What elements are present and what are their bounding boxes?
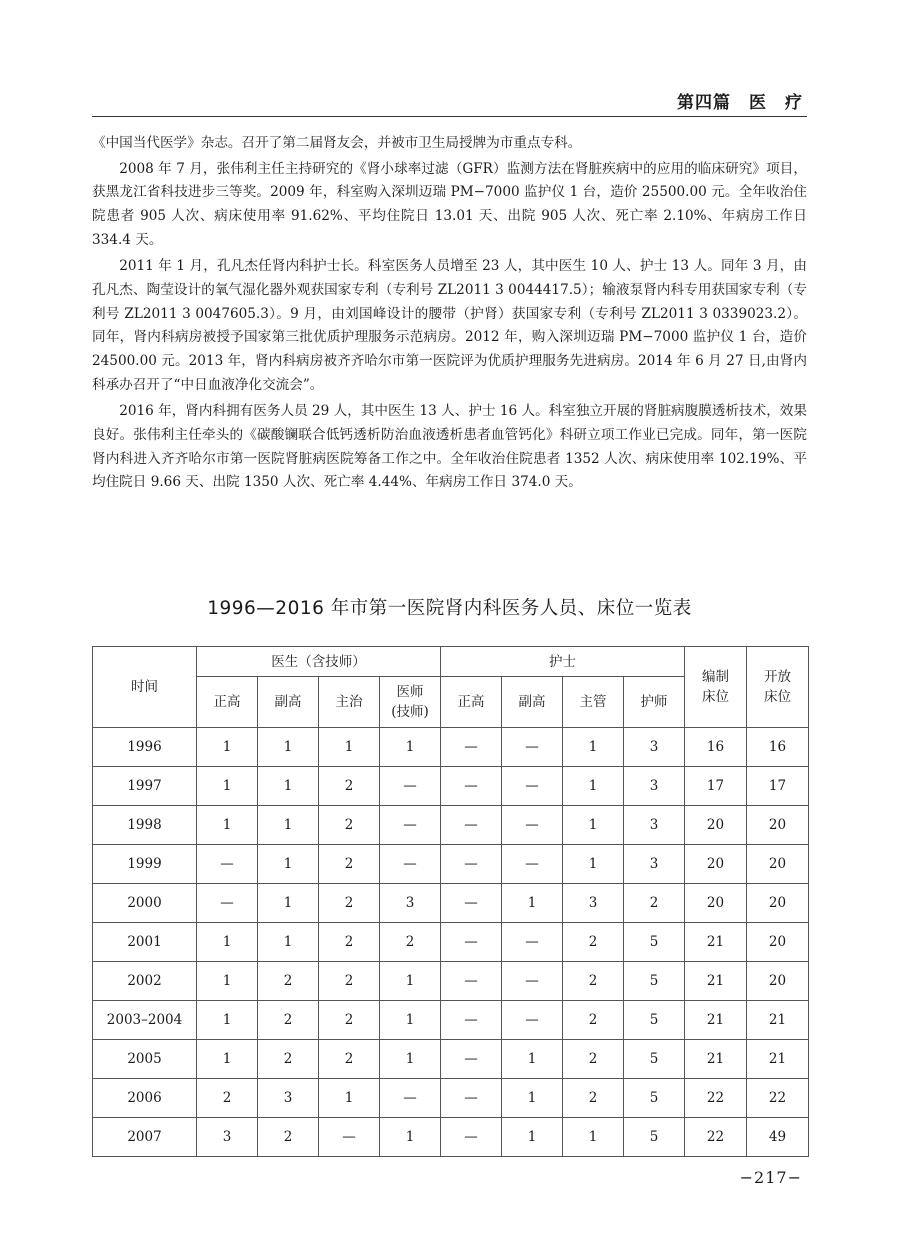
table-cell-time: 2007 (93, 1118, 197, 1157)
table-row (93, 1040, 809, 1079)
table-cell: 20 (747, 962, 809, 1001)
table-cell: 1 (502, 884, 563, 923)
table-title: 1996—2016 年市第一医院肾内科医务人员、床位一览表 (207, 598, 692, 619)
table-cell: 2 (319, 1040, 380, 1079)
table-cell: 49 (747, 1118, 809, 1157)
table-cell: 5 (624, 1040, 685, 1079)
table-cell: 1 (563, 728, 624, 767)
table-body (93, 728, 809, 1157)
table-cell-time: 1998 (93, 806, 197, 845)
table-cell: 1 (380, 1001, 441, 1040)
table-cell: 1 (258, 884, 319, 923)
header-doctors-group: 医生（含技师） (197, 647, 441, 677)
table-cell: — (197, 845, 258, 884)
table-cell-time: 1996 (93, 728, 197, 767)
table-cell: — (502, 806, 563, 845)
table-cell: 2 (319, 806, 380, 845)
table-cell: 21 (685, 962, 747, 1001)
header-doctor-associate: 副高 (258, 677, 319, 728)
table-cell: — (197, 884, 258, 923)
table-cell: 2 (258, 962, 319, 1001)
table-cell: 2 (319, 767, 380, 806)
header-doctor-physician (380, 677, 441, 728)
header-doctor-physician-line2: (技师) (391, 704, 429, 720)
table-cell: 1 (197, 1040, 258, 1079)
header-doctor-physician-line1: 医师 (396, 684, 424, 700)
table-cell-time: 2000 (93, 884, 197, 923)
table-cell: 2 (197, 1079, 258, 1118)
table-cell: 1 (380, 1118, 441, 1157)
header-open-beds-line1: 开放 (764, 669, 791, 685)
table-cell: 1 (563, 1118, 624, 1157)
table-cell: 2 (319, 923, 380, 962)
table-cell: — (441, 1118, 502, 1157)
table-row (93, 962, 809, 1001)
table-cell: 2 (563, 923, 624, 962)
header-planned-beds (685, 647, 747, 728)
table-row (93, 845, 809, 884)
paragraph: 2008 年 7 月，张伟利主任主持研究的《肾小球率过滤（GFR）监测方法在肾脏疾病中的应用的临床研究》项目，获黑龙江省科技进步三等奖。2009 年，科室购入深圳迈瑞 PM−7000 监护仪 1 台，造价 25500.00 元。全年收治住院患者 905 人次、病床使用率 91.62%、平均住院日 13.01 天、出院 905 人次、死亡率 2.10%、年病房工作日 334.4 天。 (92, 160, 807, 249)
running-header (92, 86, 807, 117)
table-cell: 2 (258, 1040, 319, 1079)
table-cell: — (441, 806, 502, 845)
table-cell: 3 (197, 1118, 258, 1157)
table-cell: — (319, 1118, 380, 1157)
page-number: −217− (739, 1168, 802, 1187)
header-nurse-associate: 副高 (502, 677, 563, 728)
table-cell: 3 (624, 845, 685, 884)
table-cell: 16 (685, 728, 747, 767)
table-cell-time: 2005 (93, 1040, 197, 1079)
table-cell: 2 (624, 884, 685, 923)
table-cell: 1 (197, 962, 258, 1001)
table-cell: 1 (197, 767, 258, 806)
table-cell: 5 (624, 923, 685, 962)
table-cell: 3 (258, 1079, 319, 1118)
table-cell: — (502, 845, 563, 884)
table-cell: 1 (197, 1001, 258, 1040)
table-cell: 1 (258, 806, 319, 845)
table-cell: 2 (258, 1001, 319, 1040)
table-cell: 22 (685, 1079, 747, 1118)
table-cell: 1 (380, 728, 441, 767)
header-nurse-practitioner: 护师 (624, 677, 685, 728)
table-row (93, 1079, 809, 1118)
table-cell: 21 (747, 1040, 809, 1079)
table-cell: 20 (747, 923, 809, 962)
table-cell: 1 (502, 1118, 563, 1157)
table-cell: 1 (197, 806, 258, 845)
header-nurse-supervisor: 主管 (563, 677, 624, 728)
table-cell: 1 (563, 767, 624, 806)
table-cell: 21 (747, 1001, 809, 1040)
table-cell: 5 (624, 1079, 685, 1118)
table-cell: 22 (685, 1118, 747, 1157)
table-cell: 2 (563, 1079, 624, 1118)
table-cell: 5 (624, 1001, 685, 1040)
table-cell: — (441, 884, 502, 923)
table-cell: — (441, 1001, 502, 1040)
table-cell: 1 (319, 1079, 380, 1118)
table-cell: 1 (197, 923, 258, 962)
table-cell: 21 (685, 1001, 747, 1040)
header-doctor-attending: 主治 (319, 677, 380, 728)
section-title: 第四篇 医 疗 (677, 93, 803, 113)
table-row (93, 767, 809, 806)
table-cell: — (502, 923, 563, 962)
body-text (92, 132, 807, 497)
table-cell: — (502, 767, 563, 806)
table-row (93, 923, 809, 962)
table-cell: 1 (258, 923, 319, 962)
table-cell: — (441, 1040, 502, 1079)
table-cell: 17 (747, 767, 809, 806)
table-row (93, 884, 809, 923)
table-cell: — (441, 767, 502, 806)
table-cell: 1 (258, 728, 319, 767)
table-cell: 2 (319, 884, 380, 923)
table-cell: 1 (258, 845, 319, 884)
table-cell: — (441, 962, 502, 1001)
table-cell: 20 (747, 884, 809, 923)
table-row (93, 728, 809, 767)
table-cell: — (380, 1079, 441, 1118)
table-cell: — (502, 1001, 563, 1040)
table-cell: 2 (380, 923, 441, 962)
table-cell: 2 (319, 1001, 380, 1040)
table-cell: 2 (258, 1118, 319, 1157)
table-cell-time: 2001 (93, 923, 197, 962)
header-doctor-senior: 正高 (197, 677, 258, 728)
table-cell: — (502, 728, 563, 767)
table-cell-time: 2006 (93, 1079, 197, 1118)
table-cell: 1 (319, 728, 380, 767)
table-cell: 16 (747, 728, 809, 767)
table-cell-time: 2002 (93, 962, 197, 1001)
table-cell: — (380, 767, 441, 806)
table-cell: — (380, 845, 441, 884)
table-cell: 1 (563, 845, 624, 884)
table-cell-time: 1999 (93, 845, 197, 884)
header-nurses-group: 护士 (441, 647, 685, 677)
table-cell: 22 (747, 1079, 809, 1118)
table-cell: 3 (624, 767, 685, 806)
table-cell: 1 (258, 767, 319, 806)
paragraph: 2011 年 1 月，孔凡杰任肾内科护士长。科室医务人员增至 23 人，其中医生 10 人、护士 13 人。同年 3 月，由孔凡杰、陶莹设计的氧气湿化器外观获国家专利（专利号 ZL2011 3 0044417.5）；输液泵肾内科专用获国家专利（专利号 ZL2011 3 0047605.3）。9 月，由刘国峰设计的腰带（护肾）获国家专利（专利号 ZL2011 3 0339023.2）。同年，肾内科病房被授予国家第三批优质护理服务示范病房。2012 年，购入深圳迈瑞 PM−7000 监护仪 1 台，造价 24500.00 元。2013 年，肾内科病房被齐齐哈尔市第一医院评为优质护理服务先进病房。2014 年 6 月 27 日,由肾内科承办召开了“中日血液净化交流会”。 (92, 257, 807, 394)
table-cell: 2 (319, 962, 380, 1001)
table-cell: 20 (685, 806, 747, 845)
table-cell: 2 (563, 962, 624, 1001)
table-cell: — (441, 923, 502, 962)
header-planned-beds-line2: 床位 (702, 689, 729, 705)
table-cell: 3 (624, 806, 685, 845)
table-cell: 1 (380, 962, 441, 1001)
table-cell: — (441, 845, 502, 884)
table-cell: 2 (563, 1001, 624, 1040)
table-cell: 17 (685, 767, 747, 806)
table-cell: 20 (747, 806, 809, 845)
table-cell: 1 (502, 1079, 563, 1118)
table-cell: 21 (685, 1040, 747, 1079)
table-cell: 1 (380, 1040, 441, 1079)
staff-beds-table (92, 646, 809, 1157)
paragraph: 《中国当代医学》杂志。召开了第二届肾友会，并被市卫生局授牌为市重点专科。 (92, 135, 582, 151)
table-cell: 3 (380, 884, 441, 923)
table-cell: 2 (319, 845, 380, 884)
table-cell: 1 (197, 728, 258, 767)
table-cell: — (441, 1079, 502, 1118)
header-open-beds (747, 647, 809, 728)
table-cell: 21 (685, 923, 747, 962)
table-row (93, 1001, 809, 1040)
table-cell: 3 (624, 728, 685, 767)
table-cell: 5 (624, 1118, 685, 1157)
table-cell: 1 (563, 806, 624, 845)
table-cell: 20 (747, 845, 809, 884)
table-cell: 2 (563, 1040, 624, 1079)
table-cell: 3 (563, 884, 624, 923)
header-nurse-senior: 正高 (441, 677, 502, 728)
paragraph: 2016 年，肾内科拥有医务人员 29 人，其中医生 13 人、护士 16 人。科室独立开展的肾脏病腹膜透析技术，效果良好。张伟利主任牵头的《碳酸镧联合低钙透析防治血液透析患者血管钙化》科研立项工作业已完成。同年，第一医院肾内科进入齐齐哈尔市第一医院肾脏病医院筹备工作之中。全年收治住院患者 1352 人次、病床使用率 102.19%、平均住院日 9.66 天、出院 1350 人次、死亡率 4.44%、年病房工作日 374.0 天。 (92, 402, 807, 491)
table-cell: — (441, 728, 502, 767)
table-row (93, 806, 809, 845)
table-cell: 5 (624, 962, 685, 1001)
table-cell: — (380, 806, 441, 845)
table-cell: 1 (502, 1040, 563, 1079)
table-cell: — (502, 962, 563, 1001)
header-planned-beds-line1: 编制 (702, 669, 729, 685)
table-row (93, 1118, 809, 1157)
table-cell: 20 (685, 845, 747, 884)
header-time: 时间 (93, 647, 197, 728)
header-open-beds-line2: 床位 (764, 689, 791, 705)
table-cell-time: 1997 (93, 767, 197, 806)
table-cell: 20 (685, 884, 747, 923)
table-cell-time: 2003–2004 (93, 1001, 197, 1040)
